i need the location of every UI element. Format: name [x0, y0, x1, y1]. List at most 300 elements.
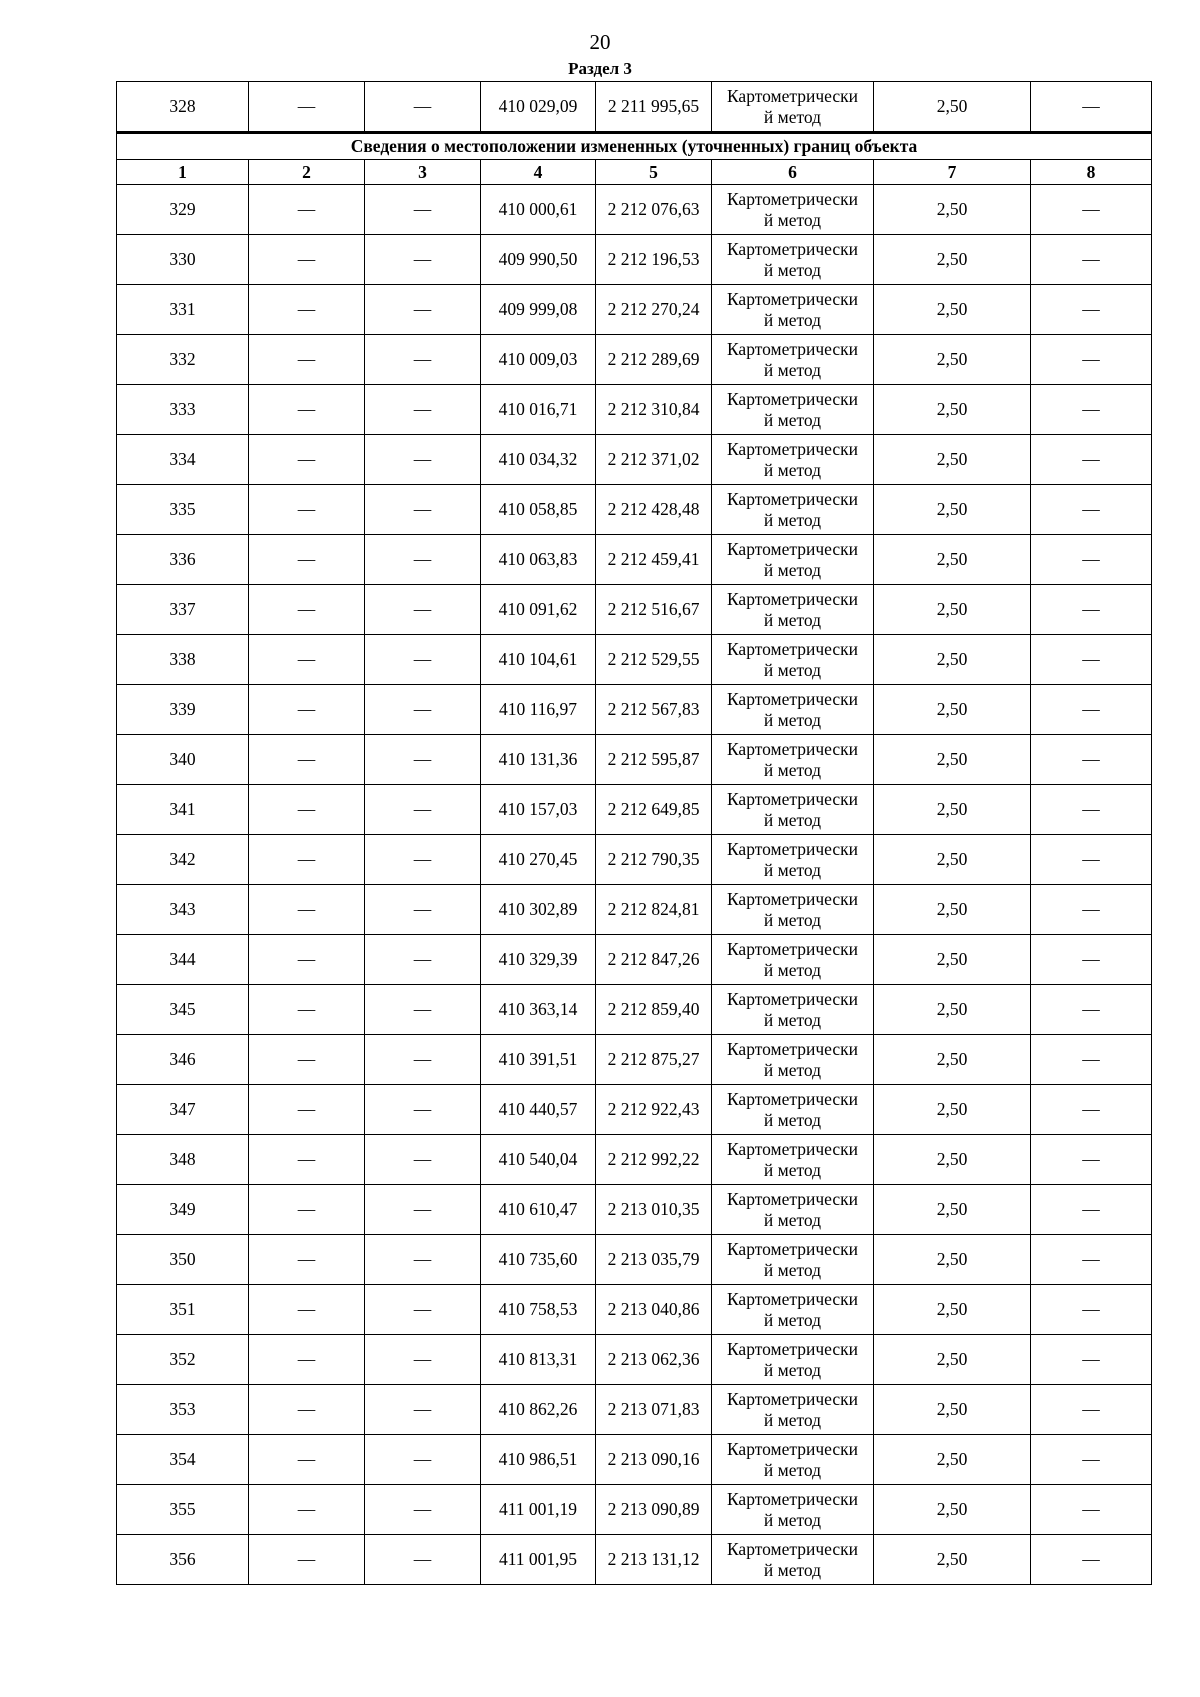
column-number-2: 2: [249, 160, 365, 185]
accuracy-cell: 2,50: [874, 685, 1031, 735]
dash-cell: —: [249, 1035, 365, 1085]
table-row: [117, 1235, 1152, 1285]
method-cell: [712, 1135, 874, 1185]
dash-cell: —: [1031, 185, 1152, 235]
table-row: [117, 985, 1152, 1035]
method-cell: [712, 1385, 874, 1435]
method-cell: [712, 885, 874, 935]
x-coordinate-cell: 411 001,95: [481, 1535, 596, 1585]
point-number-cell: 356: [117, 1535, 249, 1585]
method-line-2: й метод: [763, 259, 822, 280]
dash-cell: —: [249, 985, 365, 1035]
dash-cell: —: [365, 1335, 481, 1385]
x-coordinate-cell: 410 440,57: [481, 1085, 596, 1135]
accuracy-cell: 2,50: [874, 785, 1031, 835]
method-line-2: й метод: [763, 1109, 822, 1130]
point-number-cell: 342: [117, 835, 249, 885]
method-line-1: Картометрически: [726, 1088, 859, 1109]
accuracy-cell: 2,50: [874, 1435, 1031, 1485]
table-row: [117, 1285, 1152, 1335]
dash-cell: —: [365, 285, 481, 335]
point-number-cell: 328: [117, 82, 249, 133]
method-line-1: Картометрически: [726, 1388, 859, 1409]
method-line-2: й метод: [763, 709, 822, 730]
dash-cell: —: [365, 785, 481, 835]
dash-cell: —: [365, 1035, 481, 1085]
dash-cell: —: [365, 1435, 481, 1485]
method-line-1: Картометрически: [726, 1538, 859, 1559]
dash-cell: —: [365, 185, 481, 235]
point-number-cell: 352: [117, 1335, 249, 1385]
dash-cell: —: [365, 435, 481, 485]
x-coordinate-cell: 410 029,09: [481, 82, 596, 133]
method-line-2: й метод: [763, 1309, 822, 1330]
method-cell: [712, 735, 874, 785]
dash-cell: —: [249, 835, 365, 885]
method-line-2: й метод: [763, 209, 822, 230]
y-coordinate-cell: 2 212 529,55: [596, 635, 712, 685]
method-line-2: й метод: [763, 909, 822, 930]
y-coordinate-cell: 2 212 567,83: [596, 685, 712, 735]
point-number-cell: 337: [117, 585, 249, 635]
y-coordinate-cell: 2 212 922,43: [596, 1085, 712, 1135]
method-line-1: Картометрически: [726, 538, 859, 559]
dash-cell: —: [1031, 785, 1152, 835]
dash-cell: —: [365, 235, 481, 285]
accuracy-cell: 2,50: [874, 535, 1031, 585]
accuracy-cell: 2,50: [874, 485, 1031, 535]
dash-cell: —: [249, 235, 365, 285]
x-coordinate-cell: 410 104,61: [481, 635, 596, 685]
column-number-8: 8: [1031, 160, 1152, 185]
dash-cell: —: [249, 1535, 365, 1585]
x-coordinate-cell: 410 016,71: [481, 385, 596, 435]
dash-cell: —: [1031, 635, 1152, 685]
section-title: Раздел 3: [568, 59, 632, 78]
table-row: [117, 1335, 1152, 1385]
dash-cell: —: [1031, 1035, 1152, 1085]
y-coordinate-cell: 2 213 040,86: [596, 1285, 712, 1335]
x-coordinate-cell: 409 990,50: [481, 235, 596, 285]
dash-cell: —: [365, 735, 481, 785]
table-row: [117, 585, 1152, 635]
y-coordinate-cell: 2 211 995,65: [596, 82, 712, 133]
dash-cell: —: [249, 82, 365, 133]
y-coordinate-cell: 2 213 010,35: [596, 1185, 712, 1235]
method-line-2: й метод: [763, 809, 822, 830]
dash-cell: —: [249, 385, 365, 435]
dash-cell: —: [249, 1135, 365, 1185]
method-line-2: й метод: [763, 859, 822, 880]
dash-cell: —: [249, 685, 365, 735]
x-coordinate-cell: 410 540,04: [481, 1135, 596, 1185]
method-line-1: Картометрически: [726, 638, 859, 659]
point-number-cell: 344: [117, 935, 249, 985]
column-numbers-row: [117, 160, 1152, 185]
method-cell: [712, 185, 874, 235]
table-row: [117, 235, 1152, 285]
accuracy-cell: 2,50: [874, 82, 1031, 133]
method-line-1: Картометрически: [726, 1138, 859, 1159]
method-cell: [712, 1085, 874, 1135]
dash-cell: —: [249, 935, 365, 985]
column-number-4: 4: [481, 160, 596, 185]
method-line-2: й метод: [763, 659, 822, 680]
y-coordinate-cell: 2 213 131,12: [596, 1535, 712, 1585]
column-number-3: 3: [365, 160, 481, 185]
dash-cell: —: [249, 585, 365, 635]
column-number-7: 7: [874, 160, 1031, 185]
dash-cell: —: [249, 435, 365, 485]
x-coordinate-cell: 410 302,89: [481, 885, 596, 935]
method-line-1: Картометрически: [726, 438, 859, 459]
accuracy-cell: 2,50: [874, 435, 1031, 485]
point-number-cell: 348: [117, 1135, 249, 1185]
method-line-1: Картометрически: [726, 85, 859, 106]
dash-cell: —: [1031, 1285, 1152, 1335]
method-cell: [712, 1435, 874, 1485]
y-coordinate-cell: 2 212 270,24: [596, 285, 712, 335]
dash-cell: —: [1031, 1335, 1152, 1385]
accuracy-cell: 2,50: [874, 285, 1031, 335]
method-cell: [712, 1235, 874, 1285]
dash-cell: —: [365, 1185, 481, 1235]
method-line-2: й метод: [763, 459, 822, 480]
dash-cell: —: [365, 1235, 481, 1285]
accuracy-cell: 2,50: [874, 985, 1031, 1035]
method-line-1: Картометрически: [726, 488, 859, 509]
column-number-6: 6: [712, 160, 874, 185]
dash-cell: —: [1031, 485, 1152, 535]
point-number-cell: 347: [117, 1085, 249, 1135]
accuracy-cell: 2,50: [874, 1035, 1031, 1085]
x-coordinate-cell: 410 735,60: [481, 1235, 596, 1285]
dash-cell: —: [365, 985, 481, 1035]
dash-cell: —: [1031, 335, 1152, 385]
method-cell: [712, 835, 874, 885]
dash-cell: —: [365, 82, 481, 133]
dash-cell: —: [1031, 535, 1152, 585]
dash-cell: —: [249, 1335, 365, 1385]
method-line-2: й метод: [763, 1409, 822, 1430]
point-number-cell: 355: [117, 1485, 249, 1535]
method-cell: [712, 635, 874, 685]
point-number-cell: 331: [117, 285, 249, 335]
method-line-2: й метод: [763, 609, 822, 630]
point-number-cell: 354: [117, 1435, 249, 1485]
method-line-2: й метод: [763, 1009, 822, 1030]
point-number-cell: 339: [117, 685, 249, 735]
dash-cell: —: [365, 485, 481, 535]
table-row: [117, 185, 1152, 235]
x-coordinate-cell: 410 270,45: [481, 835, 596, 885]
y-coordinate-cell: 2 212 459,41: [596, 535, 712, 585]
dash-cell: —: [1031, 1235, 1152, 1285]
x-coordinate-cell: 410 391,51: [481, 1035, 596, 1085]
table-row: [117, 435, 1152, 485]
dash-cell: —: [365, 685, 481, 735]
method-line-2: й метод: [763, 309, 822, 330]
method-line-1: Картометрически: [726, 788, 859, 809]
method-cell: [712, 385, 874, 435]
dash-cell: —: [249, 1185, 365, 1235]
point-number-cell: 345: [117, 985, 249, 1035]
accuracy-cell: 2,50: [874, 1235, 1031, 1285]
dash-cell: —: [249, 1085, 365, 1135]
accuracy-cell: 2,50: [874, 1385, 1031, 1435]
point-number-cell: 336: [117, 535, 249, 585]
dash-cell: —: [365, 1485, 481, 1535]
method-line-2: й метод: [763, 1359, 822, 1380]
table-row: [117, 1435, 1152, 1485]
table-row: [117, 1085, 1152, 1135]
method-line-1: Картометрически: [726, 288, 859, 309]
dash-cell: —: [1031, 435, 1152, 485]
point-number-cell: 350: [117, 1235, 249, 1285]
method-cell: [712, 285, 874, 335]
dash-cell: —: [1031, 1535, 1152, 1585]
dash-cell: —: [1031, 1135, 1152, 1185]
dash-cell: —: [1031, 1385, 1152, 1435]
table-row: [117, 485, 1152, 535]
method-line-1: Картометрически: [726, 388, 859, 409]
method-cell: [712, 1485, 874, 1535]
y-coordinate-cell: 2 212 992,22: [596, 1135, 712, 1185]
y-coordinate-cell: 2 213 062,36: [596, 1335, 712, 1385]
x-coordinate-cell: 410 986,51: [481, 1435, 596, 1485]
y-coordinate-cell: 2 212 371,02: [596, 435, 712, 485]
method-line-1: Картометрически: [726, 838, 859, 859]
x-coordinate-cell: 410 063,83: [481, 535, 596, 585]
point-number-cell: 343: [117, 885, 249, 935]
dash-cell: —: [249, 785, 365, 835]
method-line-2: й метод: [763, 1209, 822, 1230]
accuracy-cell: 2,50: [874, 885, 1031, 935]
dash-cell: —: [249, 1285, 365, 1335]
dash-cell: —: [1031, 885, 1152, 935]
method-line-1: Картометрически: [726, 188, 859, 209]
dash-cell: —: [365, 1135, 481, 1185]
point-number-cell: 341: [117, 785, 249, 835]
method-cell: [712, 235, 874, 285]
table-row: [117, 835, 1152, 885]
dash-cell: —: [1031, 835, 1152, 885]
x-coordinate-cell: 410 363,14: [481, 985, 596, 1035]
table-row: [117, 335, 1152, 385]
accuracy-cell: 2,50: [874, 1485, 1031, 1535]
table-row: [117, 82, 1152, 133]
boundary-points-table: [116, 81, 1152, 1585]
method-cell: [712, 1335, 874, 1385]
method-cell: [712, 935, 874, 985]
page-number: 20: [589, 30, 611, 54]
dash-cell: —: [249, 485, 365, 535]
accuracy-cell: 2,50: [874, 835, 1031, 885]
dash-cell: —: [1031, 235, 1152, 285]
table-row: [117, 1385, 1152, 1435]
dash-cell: —: [365, 935, 481, 985]
method-cell: [712, 335, 874, 385]
dash-cell: —: [1031, 1485, 1152, 1535]
method-line-2: й метод: [763, 509, 822, 530]
y-coordinate-cell: 2 212 428,48: [596, 485, 712, 535]
y-coordinate-cell: 2 213 035,79: [596, 1235, 712, 1285]
y-coordinate-cell: 2 213 071,83: [596, 1385, 712, 1435]
dash-cell: —: [1031, 735, 1152, 785]
x-coordinate-cell: 410 091,62: [481, 585, 596, 635]
dash-cell: —: [365, 1085, 481, 1135]
y-coordinate-cell: 2 212 076,63: [596, 185, 712, 235]
y-coordinate-cell: 2 212 859,40: [596, 985, 712, 1035]
accuracy-cell: 2,50: [874, 335, 1031, 385]
y-coordinate-cell: 2 212 289,69: [596, 335, 712, 385]
point-number-cell: 349: [117, 1185, 249, 1235]
dash-cell: —: [365, 585, 481, 635]
table-row: [117, 1135, 1152, 1185]
y-coordinate-cell: 2 213 090,16: [596, 1435, 712, 1485]
method-cell: [712, 1185, 874, 1235]
method-cell: [712, 535, 874, 585]
method-line-2: й метод: [763, 959, 822, 980]
method-line-2: й метод: [763, 1559, 822, 1580]
table-row: [117, 385, 1152, 435]
accuracy-cell: 2,50: [874, 185, 1031, 235]
y-coordinate-cell: 2 212 790,35: [596, 835, 712, 885]
accuracy-cell: 2,50: [874, 1535, 1031, 1585]
x-coordinate-cell: 410 758,53: [481, 1285, 596, 1335]
dash-cell: —: [365, 1535, 481, 1585]
method-line-1: Картометрически: [726, 1438, 859, 1459]
y-coordinate-cell: 2 212 824,81: [596, 885, 712, 935]
method-line-1: Картометрически: [726, 938, 859, 959]
method-line-1: Картометрически: [726, 1338, 859, 1359]
point-number-cell: 334: [117, 435, 249, 485]
point-number-cell: 340: [117, 735, 249, 785]
y-coordinate-cell: 2 212 516,67: [596, 585, 712, 635]
dash-cell: —: [249, 1385, 365, 1435]
dash-cell: —: [1031, 1185, 1152, 1235]
table-row: [117, 935, 1152, 985]
x-coordinate-cell: 411 001,19: [481, 1485, 596, 1535]
dash-cell: —: [365, 1385, 481, 1435]
table-row: [117, 785, 1152, 835]
method-line-1: Картометрически: [726, 1488, 859, 1509]
method-cell: [712, 435, 874, 485]
method-line-1: Картометрически: [726, 338, 859, 359]
method-line-1: Картометрически: [726, 688, 859, 709]
x-coordinate-cell: 410 813,31: [481, 1335, 596, 1385]
table-row: [117, 1185, 1152, 1235]
dash-cell: —: [365, 535, 481, 585]
point-number-cell: 351: [117, 1285, 249, 1335]
method-cell: [712, 685, 874, 735]
point-number-cell: 332: [117, 335, 249, 385]
table-row: [117, 1035, 1152, 1085]
table-body: [117, 82, 1152, 1585]
dash-cell: —: [249, 1435, 365, 1485]
table-row: [117, 735, 1152, 785]
point-number-cell: 333: [117, 385, 249, 435]
x-coordinate-cell: 410 116,97: [481, 685, 596, 735]
x-coordinate-cell: 410 862,26: [481, 1385, 596, 1435]
column-number-1: 1: [117, 160, 249, 185]
point-number-cell: 353: [117, 1385, 249, 1435]
dash-cell: —: [249, 1235, 365, 1285]
method-line-2: й метод: [763, 359, 822, 380]
dash-cell: —: [1031, 1435, 1152, 1485]
accuracy-cell: 2,50: [874, 235, 1031, 285]
dash-cell: —: [1031, 1085, 1152, 1135]
dash-cell: —: [365, 335, 481, 385]
x-coordinate-cell: 410 000,61: [481, 185, 596, 235]
dash-cell: —: [249, 285, 365, 335]
x-coordinate-cell: 410 131,36: [481, 735, 596, 785]
dash-cell: —: [249, 635, 365, 685]
section-heading: Сведения о местоположении измененных (уточненных) границ объекта: [117, 133, 1152, 160]
dash-cell: —: [249, 1485, 365, 1535]
method-line-2: й метод: [763, 1259, 822, 1280]
method-line-1: Картометрически: [726, 1038, 859, 1059]
dash-cell: —: [1031, 585, 1152, 635]
y-coordinate-cell: 2 213 090,89: [596, 1485, 712, 1535]
dash-cell: —: [365, 885, 481, 935]
method-cell: [712, 1535, 874, 1585]
dash-cell: —: [1031, 82, 1152, 133]
method-line-2: й метод: [763, 1159, 822, 1180]
dash-cell: —: [1031, 285, 1152, 335]
accuracy-cell: 2,50: [874, 935, 1031, 985]
point-number-cell: 330: [117, 235, 249, 285]
dash-cell: —: [365, 835, 481, 885]
y-coordinate-cell: 2 212 847,26: [596, 935, 712, 985]
dash-cell: —: [249, 735, 365, 785]
method-line-1: Картометрически: [726, 988, 859, 1009]
method-line-1: Картометрически: [726, 738, 859, 759]
dash-cell: —: [249, 535, 365, 585]
method-cell: [712, 82, 874, 133]
point-number-cell: 329: [117, 185, 249, 235]
method-line-2: й метод: [763, 106, 822, 127]
accuracy-cell: 2,50: [874, 385, 1031, 435]
dash-cell: —: [1031, 935, 1152, 985]
method-cell: [712, 585, 874, 635]
method-cell: [712, 1035, 874, 1085]
accuracy-cell: 2,50: [874, 1285, 1031, 1335]
column-number-5: 5: [596, 160, 712, 185]
method-line-2: й метод: [763, 409, 822, 430]
method-line-1: Картометрически: [726, 238, 859, 259]
dash-cell: —: [365, 385, 481, 435]
y-coordinate-cell: 2 212 310,84: [596, 385, 712, 435]
method-line-2: й метод: [763, 1059, 822, 1080]
point-number-cell: 346: [117, 1035, 249, 1085]
table-row: [117, 1485, 1152, 1535]
x-coordinate-cell: 409 999,08: [481, 285, 596, 335]
accuracy-cell: 2,50: [874, 1085, 1031, 1135]
method-line-2: й метод: [763, 1459, 822, 1480]
x-coordinate-cell: 410 058,85: [481, 485, 596, 535]
x-coordinate-cell: 410 329,39: [481, 935, 596, 985]
point-number-cell: 338: [117, 635, 249, 685]
dash-cell: —: [365, 635, 481, 685]
y-coordinate-cell: 2 212 649,85: [596, 785, 712, 835]
table-row: [117, 685, 1152, 735]
dash-cell: —: [249, 335, 365, 385]
method-line-2: й метод: [763, 1509, 822, 1530]
table-row: [117, 535, 1152, 585]
dash-cell: —: [249, 185, 365, 235]
accuracy-cell: 2,50: [874, 1335, 1031, 1385]
